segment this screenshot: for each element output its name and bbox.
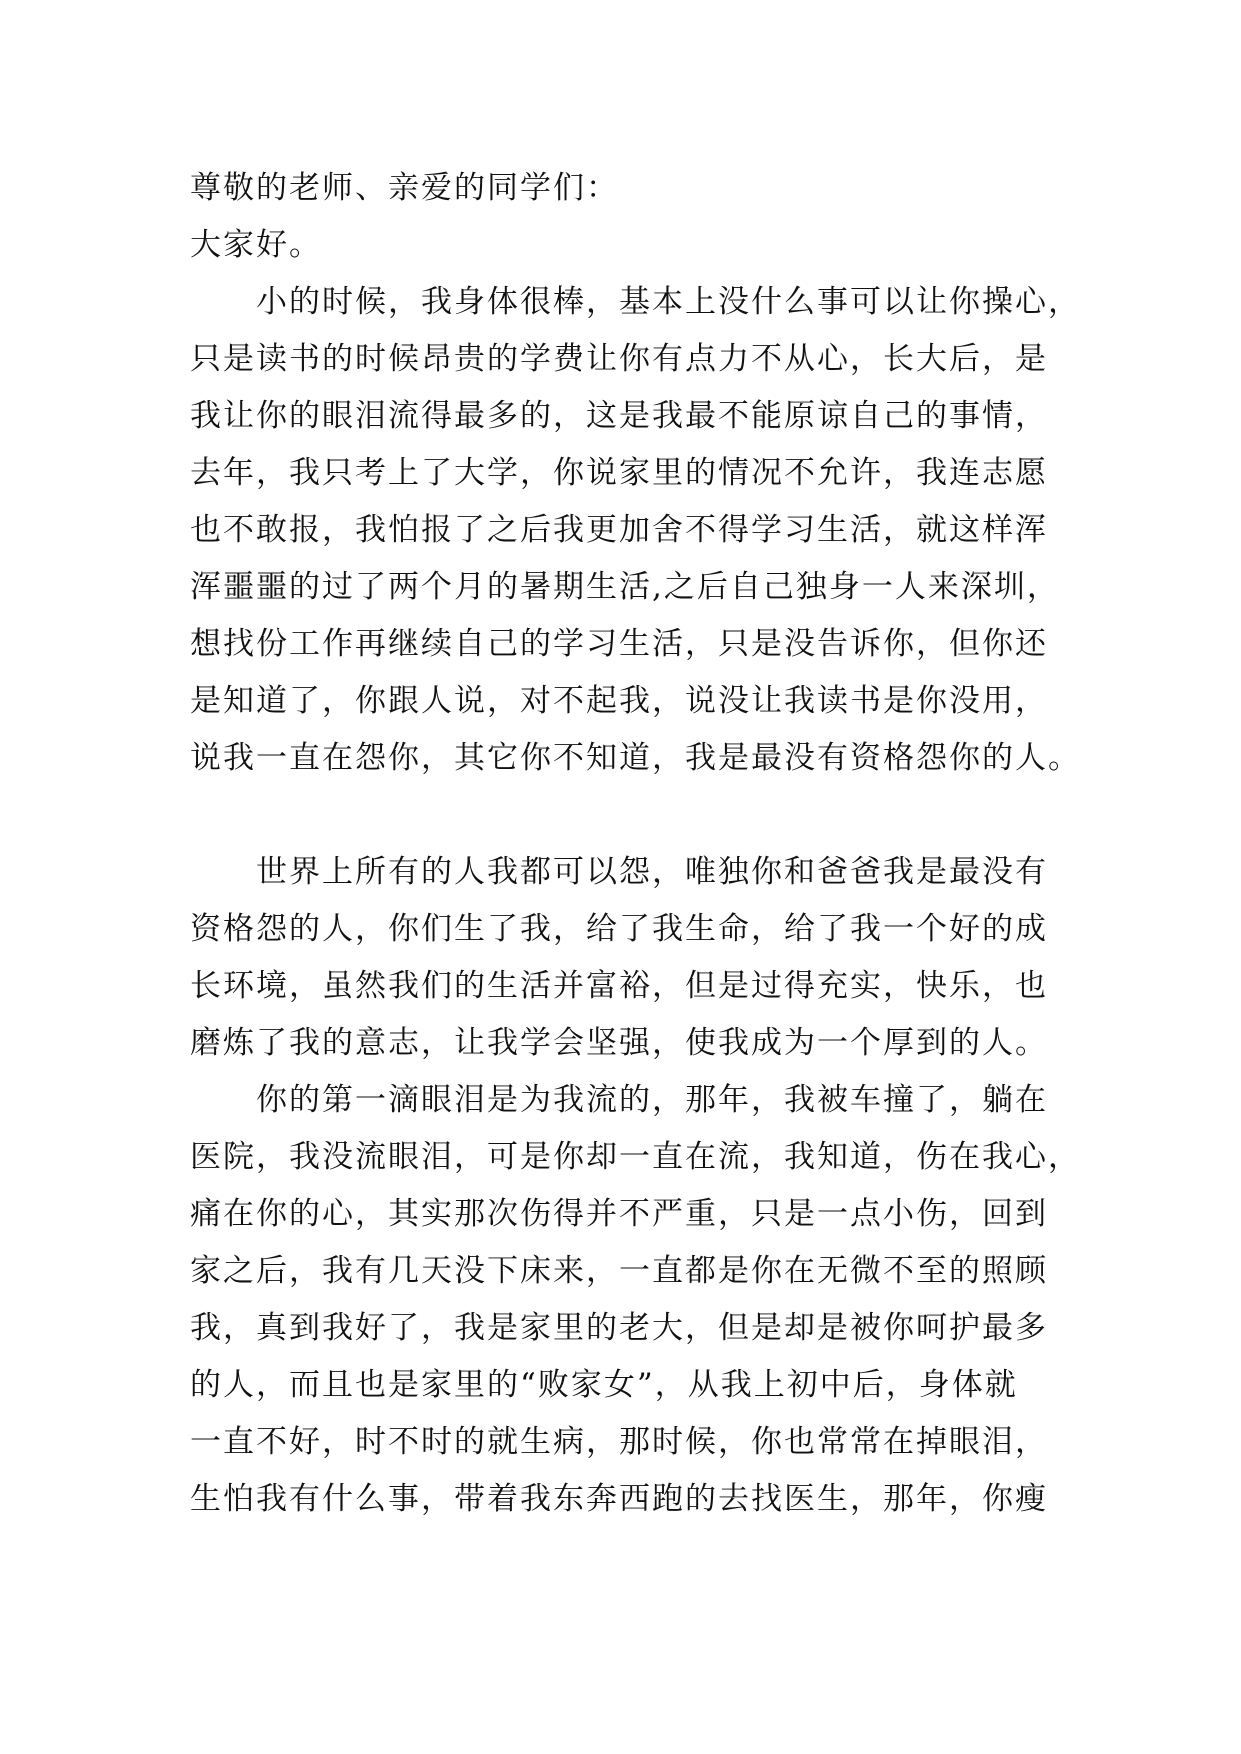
paragraph-line: 说我一直在怨你，其它你不知道，我是最没有资格怨你的人。 (190, 740, 1081, 776)
paragraph-line: 去年，我只考上了大学，你说家里的情况不允许，我连志愿 (190, 455, 1048, 491)
paragraph-line: 我，真到我好了，我是家里的老大，但是却是被你呵护最多 (190, 1310, 1048, 1346)
paragraph-line: 小的时候，我身体很棒，基本上没什么事可以让你操心， (256, 284, 1081, 320)
paragraph-line: 只是读书的时候昂贵的学费让你有点力不从心，长大后，是 (190, 341, 1048, 377)
paragraph-line: 长环境，虽然我们的生活并富裕，但是过得充实，快乐，也 (190, 968, 1048, 1004)
paragraph-line: 资格怨的人，你们生了我，给了我生命，给了我一个好的成 (190, 911, 1048, 947)
paragraph-line: 浑噩噩的过了两个月的暑期生活,之后自己独身一人来深圳， (190, 569, 1060, 605)
paragraph-line: 是知道了，你跟人说，对不起我，说没让我读书是你没用， (190, 683, 1048, 719)
paragraph-line: 你的第一滴眼泪是为我流的，那年，我被车撞了，躺在 (256, 1082, 1048, 1118)
paragraph-line: 也不敢报，我怕报了之后我更加舍不得学习生活，就这样浑 (190, 512, 1048, 548)
paragraph-line: 生怕我有什么事，带着我东奔西跑的去找医生，那年，你瘦 (190, 1481, 1048, 1517)
paragraph-line: 想找份工作再继续自己的学习生活，只是没告诉你，但你还 (190, 626, 1048, 662)
paragraph-3 (190, 1072, 1110, 1528)
paragraph-line: 世界上所有的人我都可以怨，唯独你和爸爸我是最没有 (256, 854, 1048, 890)
paragraph-spacer (190, 787, 1110, 844)
paragraph-line: 我让你的眼泪流得最多的，这是我最不能原谅自己的事情， (190, 398, 1048, 434)
paragraph-1 (190, 274, 1110, 787)
paragraph-line: 磨炼了我的意志，让我学会坚强，使我成为一个厚到的人。 (190, 1025, 1048, 1061)
salutation: 大家好。 (190, 227, 322, 263)
paragraph-line: 痛在你的心，其实那次伤得并不严重，只是一点小伤，回到 (190, 1196, 1048, 1232)
paragraph-line: 家之后，我有几天没下床来，一直都是你在无微不至的照顾 (190, 1253, 1048, 1289)
greeting: 尊敬的老师、亲爱的同学们： (190, 170, 619, 206)
paragraph-line: 一直不好，时不时的就生病，那时候，你也常常在掉眼泪， (190, 1424, 1048, 1460)
paragraph-line: 医院，我没流眼泪，可是你却一直在流，我知道，伤在我心， (190, 1139, 1081, 1175)
paragraph-line: 的人，而且也是家里的“败家女”，从我上初中后，身体就 (190, 1367, 1018, 1403)
document-body (190, 160, 1110, 1528)
paragraph-2 (190, 844, 1110, 1072)
